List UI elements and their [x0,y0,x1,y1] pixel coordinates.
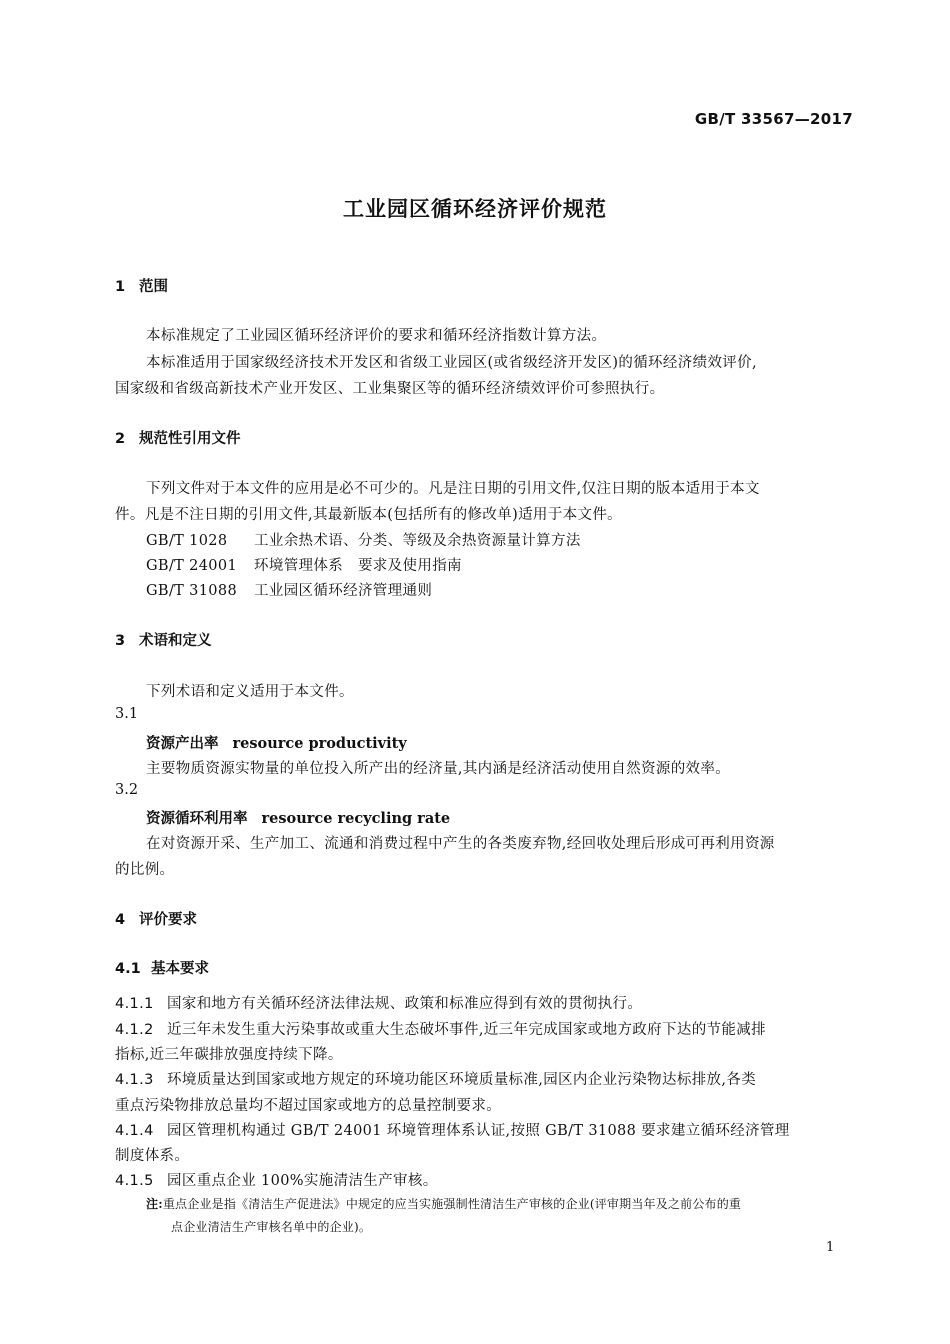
section-title: 术语和定义 [139,633,212,649]
note-label: 注: [146,1197,163,1211]
term-en: resource productivity [232,735,407,752]
note [146,1195,741,1212]
subsection-title: 基本要求 [151,961,209,977]
note-text: 重点企业是指《清洁生产促进法》中规定的应当实施强制性清洁生产审核的企业(评审期当年及之前公布的重 [162,1197,742,1211]
clause-continuation: 制度体系。 [115,1148,190,1164]
note-continuation: 点企业清洁生产审核名单中的企业)。 [171,1220,372,1234]
paragraph-continuation: 国家级和省级高新技术产业开发区、工业集聚区等的循环经济绩效评价可参照执行。 [115,381,665,397]
reference-code: GB/T 1028 [146,533,228,549]
section-title: 范围 [139,279,168,295]
clause [115,992,642,1013]
reference-code: GB/T 31088 [146,583,238,599]
reference-title: 工业园区循环经济管理通则 [254,583,433,599]
clause-text: 近三年未发生重大污染事故或重大生态破坏事件,近三年完成国家或地方政府下达的节能减排 [167,1022,766,1038]
clause-number: 4.1.3 [115,1072,154,1088]
clause-number: 4.1.4 [115,1123,154,1139]
term-definition-continuation: 的比例。 [115,862,175,878]
clause [115,1018,766,1039]
clause [115,1119,790,1140]
clause-text: 园区重点企业 100%实施清洁生产审核。 [167,1173,438,1189]
standard-number: GB/T 33567—2017 [694,110,853,128]
section-title: 规范性引用文件 [139,431,241,447]
term-definition: 在对资源开采、生产加工、流通和消费过程中产生的各类废弃物,经回收处理后形成可再利用资源 [146,836,775,852]
reference-item [146,554,462,575]
clause-text: 园区管理机构通过 GB/T 24001 环境管理体系认证,按照 GB/T 31088 要求建立循环经济管理 [167,1123,790,1139]
reference-title: 环境管理体系 要求及使用指南 [254,558,462,574]
term-entry [146,732,407,753]
term-zh: 资源循环利用率 [146,810,248,827]
paragraph: 本标准适用于国家级经济技术开发区和省级工业园区(或省级经济开发区)的循环经济绩效评价, [146,355,757,371]
section-heading-terms [115,629,212,650]
paragraph: 下列文件对于本文件的应用是必不可少的。凡是注日期的引用文件,仅注日期的版本适用于本文 [146,481,760,497]
section-number: 2 [115,431,126,447]
clause-continuation: 重点污染物排放总量均不超过国家或地方的总量控制要求。 [115,1098,502,1114]
clause [115,1068,756,1089]
section-title: 评价要求 [139,912,197,928]
section-heading-evaluation-requirements [115,908,197,929]
clause-number: 4.1.2 [115,1022,154,1038]
reference-item [146,529,581,550]
reference-title: 工业余热术语、分类、等级及余热资源量计算方法 [254,533,581,549]
section-number: 3 [115,633,126,649]
clause-text: 环境质量达到国家或地方规定的环境功能区环境质量标准,园区内企业污染物达标排放,各类 [167,1072,757,1088]
paragraph: 下列术语和定义适用于本文件。 [146,684,354,700]
document-title: 工业园区循环经济评价规范 [343,197,607,221]
subsection-heading-basic-requirements [115,957,209,978]
term-number: 3.1 [115,706,139,722]
clause-continuation: 指标,近三年碳排放强度持续下降。 [115,1047,343,1063]
term-number: 3.2 [115,782,139,798]
clause [115,1169,438,1190]
paragraph: 本标准规定了工业园区循环经济评价的要求和循环经济指数计算方法。 [146,328,607,344]
clause-number: 4.1.5 [115,1173,154,1189]
term-zh: 资源产出率 [146,735,219,752]
clause-text: 国家和地方有关循环经济法律法规、政策和标准应得到有效的贯彻执行。 [167,996,643,1012]
term-entry [146,807,450,828]
reference-code: GB/T 24001 [146,558,238,574]
reference-item [146,579,432,600]
section-number: 4 [115,912,126,928]
subsection-number: 4.1 [115,961,141,977]
term-en: resource recycling rate [261,810,451,827]
paragraph-continuation: 件。凡是不注日期的引用文件,其最新版本(包括所有的修改单)适用于本文件。 [115,507,623,523]
clause-number: 4.1.1 [115,996,154,1012]
page-number: 1 [826,1240,835,1255]
term-definition: 主要物质资源实物量的单位投入所产出的经济量,其内涵是经济活动使用自然资源的效率。 [146,761,731,777]
section-number: 1 [115,279,126,295]
section-heading-normative-references [115,427,241,448]
section-heading-scope [115,275,168,296]
